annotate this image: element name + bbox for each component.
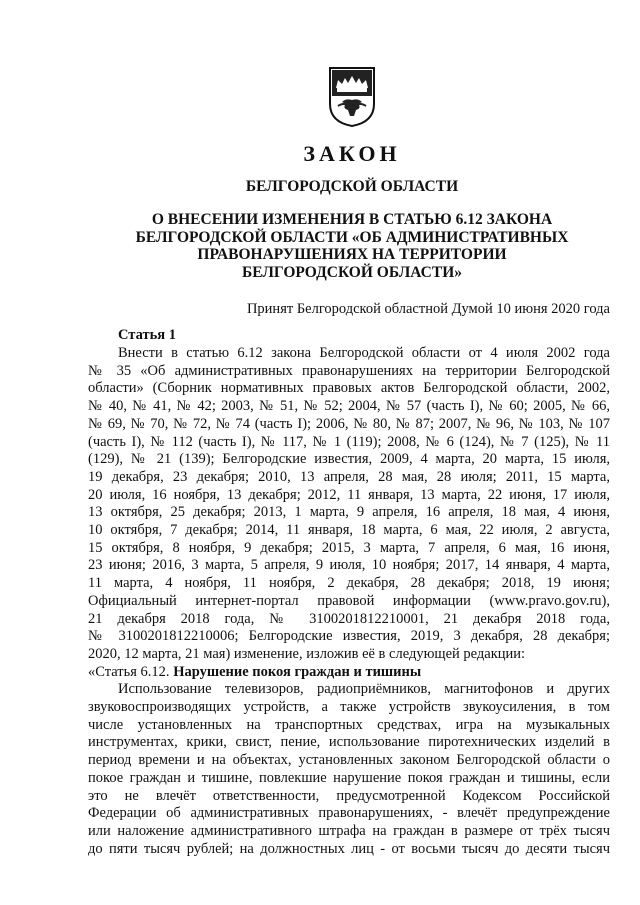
body-line: 21 декабря 2018 года, № 3100201812210001, 21 декабря 2018 года, [88,610,610,627]
body-line: период времени и на объектах, установленных законом Белгородской области о [88,752,610,769]
body-line: Официальный интернет-портал правовой информации (www.pravo.gov.ru), [88,592,610,609]
quoted-article-heading [88,664,610,682]
body-line: 13 октября, 25 декабря; 2013, 1 марта, 9 апреля, 16 апреля, 18 мая, 4 июня, [88,504,610,521]
document-title: ЗАКОН [303,141,401,166]
body-line: звуковоспроизводящих устройств, а также устройств звукоусиления, в том [88,699,610,716]
subject-line: ПРАВОНАРУШЕНИЯХ НА ТЕРРИТОРИИ [197,246,507,263]
body-line: до пяти тысяч рублей; на должностных лиц - от восьми тысяч до десяти тысяч [88,840,610,857]
body-line: № 40, № 41, № 42; 2003, № 51, № 52; 2004, № 57 (часть I), № 60; 2005, № 66, [88,398,610,415]
coat-of-arms-icon [328,66,376,128]
region-name: БЕЛГОРОДСКОЙ ОБЛАСТИ [245,178,459,195]
body-line: или наложение административного штрафа на граждан в размере от трёх тысяч [88,822,610,839]
body-line: 23 июня; 2016, 3 марта, 5 апреля, 9 июля, 10 ноября; 2017, 14 января, 4 марта, [88,557,610,574]
body-line: 20 июля, 16 ноября, 13 декабря; 2012, 11 января, 13 марта, 22 июня, 17 июля, [88,486,610,503]
subject-line: БЕЛГОРОДСКОЙ ОБЛАСТИ «ОБ АДМИНИСТРАТИВНЫХ [135,228,569,246]
body-line: 11 марта, 4 ноября, 11 ноября, 2 декабря, 28 декабря; 2018, 19 июня; [88,575,610,592]
body-line: (часть I), № 112 (часть I), № 117, № 1 (119); 2008, № 6 (124), № 7 (125), № 11 [88,433,610,450]
article-body [88,345,610,858]
subject-line: БЕЛГОРОДСКОЙ ОБЛАСТИ» [241,263,463,281]
quote-title: Нарушение покоя граждан и тишины [173,663,422,680]
body-line: 10 октября, 7 декабря; 2014, 11 января, 18 марта, 6 мая, 22 июля, 2 августа, [88,522,610,539]
body-line: это не влечёт ответственности, предусмотренной Кодексом Российской [88,787,610,804]
body-line: (129), № 21 (139); Белгородские известия, 2009, 4 марта, 20 марта, 15 июля, [88,451,610,468]
body-line: 2020, 12 марта, 21 мая) изменение, изложив её в следующей редакции: [88,645,526,662]
law-subject [32,211,640,281]
adoption-note: Принят Белгородской областной Думой 10 июня 2020 года [246,301,610,317]
body-line: инструментах, крики, свист, пение, использование пиротехнических изделий в [88,734,610,751]
body-line: Внести в статью 6.12 закона Белгородской области от 4 июля 2002 года [118,345,610,361]
body-line: 19 декабря, 23 декабря; 2010, 13 апреля, 28 мая, 28 июля; 2011, 15 марта, [88,468,610,485]
subject-line: О ВНЕСЕНИИ ИЗМЕНЕНИЯ В СТАТЬЮ 6.12 ЗАКОНА [151,211,553,228]
body-line: области» (Сборник нормативных правовых актов Белгородской области, 2002, [88,380,610,397]
body-line: Федерации об административных правонарушениях, - влечёт предупреждение [88,805,610,822]
body-line: числе установленных на транспортных средствах, игра на музыкальных [88,716,610,733]
body-line: Использование телевизоров, радиоприёмников, магнитофонов и других [118,681,610,698]
quote-prefix: «Статья 6.12. [88,663,174,680]
body-line: № 3100201812210006; Белгородские известия, 2019, 3 декабря, 28 декабря; [88,628,610,645]
body-line: № 35 «Об административных правонарушениях на территории Белгородской [88,362,610,379]
body-line: № 69, № 70, № 72, № 74 (часть I); 2006, № 80, № 87; 2007, № 96, № 103, № 107 [88,415,610,432]
article-heading: Статья 1 [118,327,176,343]
body-line: покое граждан и тишине, повлекшие нарушение покоя граждан и тишины, если [88,769,610,786]
body-line: 15 октября, 8 ноября, 9 декабря; 2015, 3 марта, 7 апреля, 6 мая, 16 июня, [88,539,610,556]
